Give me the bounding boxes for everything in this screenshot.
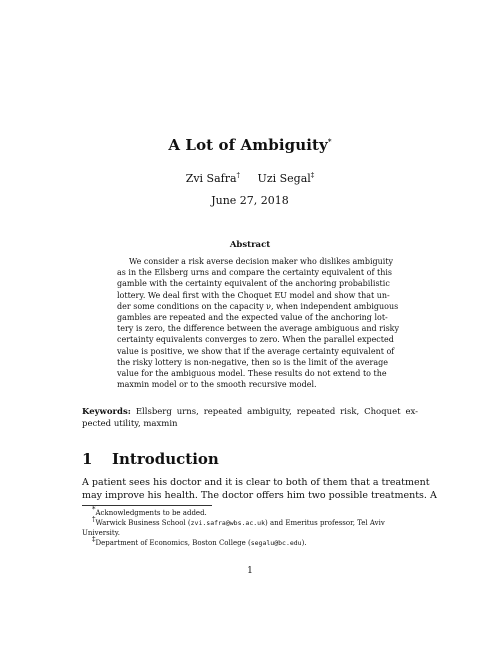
footnote-3-mark: ‡	[92, 535, 96, 544]
footnote-3-pre: Department of Economics, Boston College (	[95, 539, 251, 547]
author-1-mark: †	[236, 171, 241, 180]
abstract-line: value for the ambiguous model. These results do not extend to the	[117, 369, 387, 379]
keywords-block	[82, 406, 418, 430]
footnote-1-mark: *	[92, 505, 96, 514]
author-2	[258, 172, 315, 185]
footnote-3-post: ).	[301, 539, 307, 547]
footnote-2-post: ) and Emeritus professor, Tel Aviv	[264, 519, 385, 527]
abstract-line: tery is zero, the difference between the average ambiguous and risky	[117, 324, 400, 334]
keywords-line-2: pected utility, maxmin	[82, 419, 178, 429]
abstract-line: the risky lottery is non-negative, then so is the limit of the average	[117, 357, 388, 367]
abstract-heading: Abstract	[229, 240, 271, 250]
abstract-line: lottery. We deal first with the Choquet EU model and show that un-	[117, 290, 390, 300]
intro-line: may improve his health. The doctor offers him two possible treatments. A	[82, 490, 437, 501]
paper-date: June 27, 2018	[211, 194, 289, 207]
footnote-2-pre: Warwick Business School (	[95, 519, 191, 527]
footnote-2-line-2: University.	[82, 529, 120, 537]
author-1	[186, 172, 240, 185]
abstract-line: certainty equivalents converges to zero. When the parallel expected	[117, 335, 394, 345]
section-heading	[82, 450, 219, 468]
abstract-line: der some conditions on the capacity ν, when independent ambiguous	[117, 301, 399, 311]
abstract-line: as in the Ellsberg urns and compare the certainty equivalent of this	[117, 268, 393, 278]
footnote-2-line-1	[82, 515, 418, 528]
abstract-line: gamble with the certainty equivalent of the anchoring probabilistic	[117, 279, 390, 289]
email-link[interactable]: zvi.safra@wbs.ac.uk	[190, 519, 265, 527]
intro-line: A patient sees his doctor and it is clear to both of them that a treatment	[82, 477, 430, 488]
abstract-body	[117, 256, 400, 390]
keywords-text-1: Ellsberg urns, repeated ambiguity, repeated risk, Choquet ex-	[135, 407, 418, 417]
title-footnote-mark: *	[327, 137, 332, 146]
author-2-name: Uzi Segal	[257, 172, 311, 185]
footnote-rule	[82, 505, 212, 506]
footnote-3	[82, 535, 418, 548]
footnotes	[82, 505, 418, 548]
footnote-2	[82, 515, 418, 538]
author-list	[0, 172, 500, 185]
abstract-line: gambles are repeated and the expected value of the anchoring lot-	[117, 313, 388, 323]
keywords-label: Keywords	[82, 407, 128, 417]
section-number: 1	[82, 450, 93, 468]
abstract-line: We consider a risk averse decision maker who dislikes ambiguity	[129, 257, 394, 266]
author-2-mark: ‡	[310, 171, 315, 180]
paper-title	[0, 136, 500, 154]
intro-paragraph	[82, 476, 437, 502]
footnote-2-mark: †	[92, 515, 96, 524]
abstract-line: value is positive, we show that if the average certainty equivalent of	[117, 346, 395, 356]
abstract-line: maxmin model or to the smooth recursive model.	[117, 380, 317, 390]
footnote-1	[82, 505, 418, 518]
section-title: Introduction	[112, 450, 219, 468]
footnote-1-text: Acknowledgments to be added.	[95, 509, 207, 517]
author-1-name: Zvi Safra	[185, 172, 237, 185]
title-text: A Lot of Ambiguity	[168, 136, 328, 154]
page-number: 1	[247, 566, 253, 576]
email-link[interactable]: segalu@bc.edu	[250, 539, 302, 547]
keywords-line-1: Keywords: Ellsberg urns, repeated ambiguity, repeated risk, Choquet ex-	[82, 407, 418, 417]
